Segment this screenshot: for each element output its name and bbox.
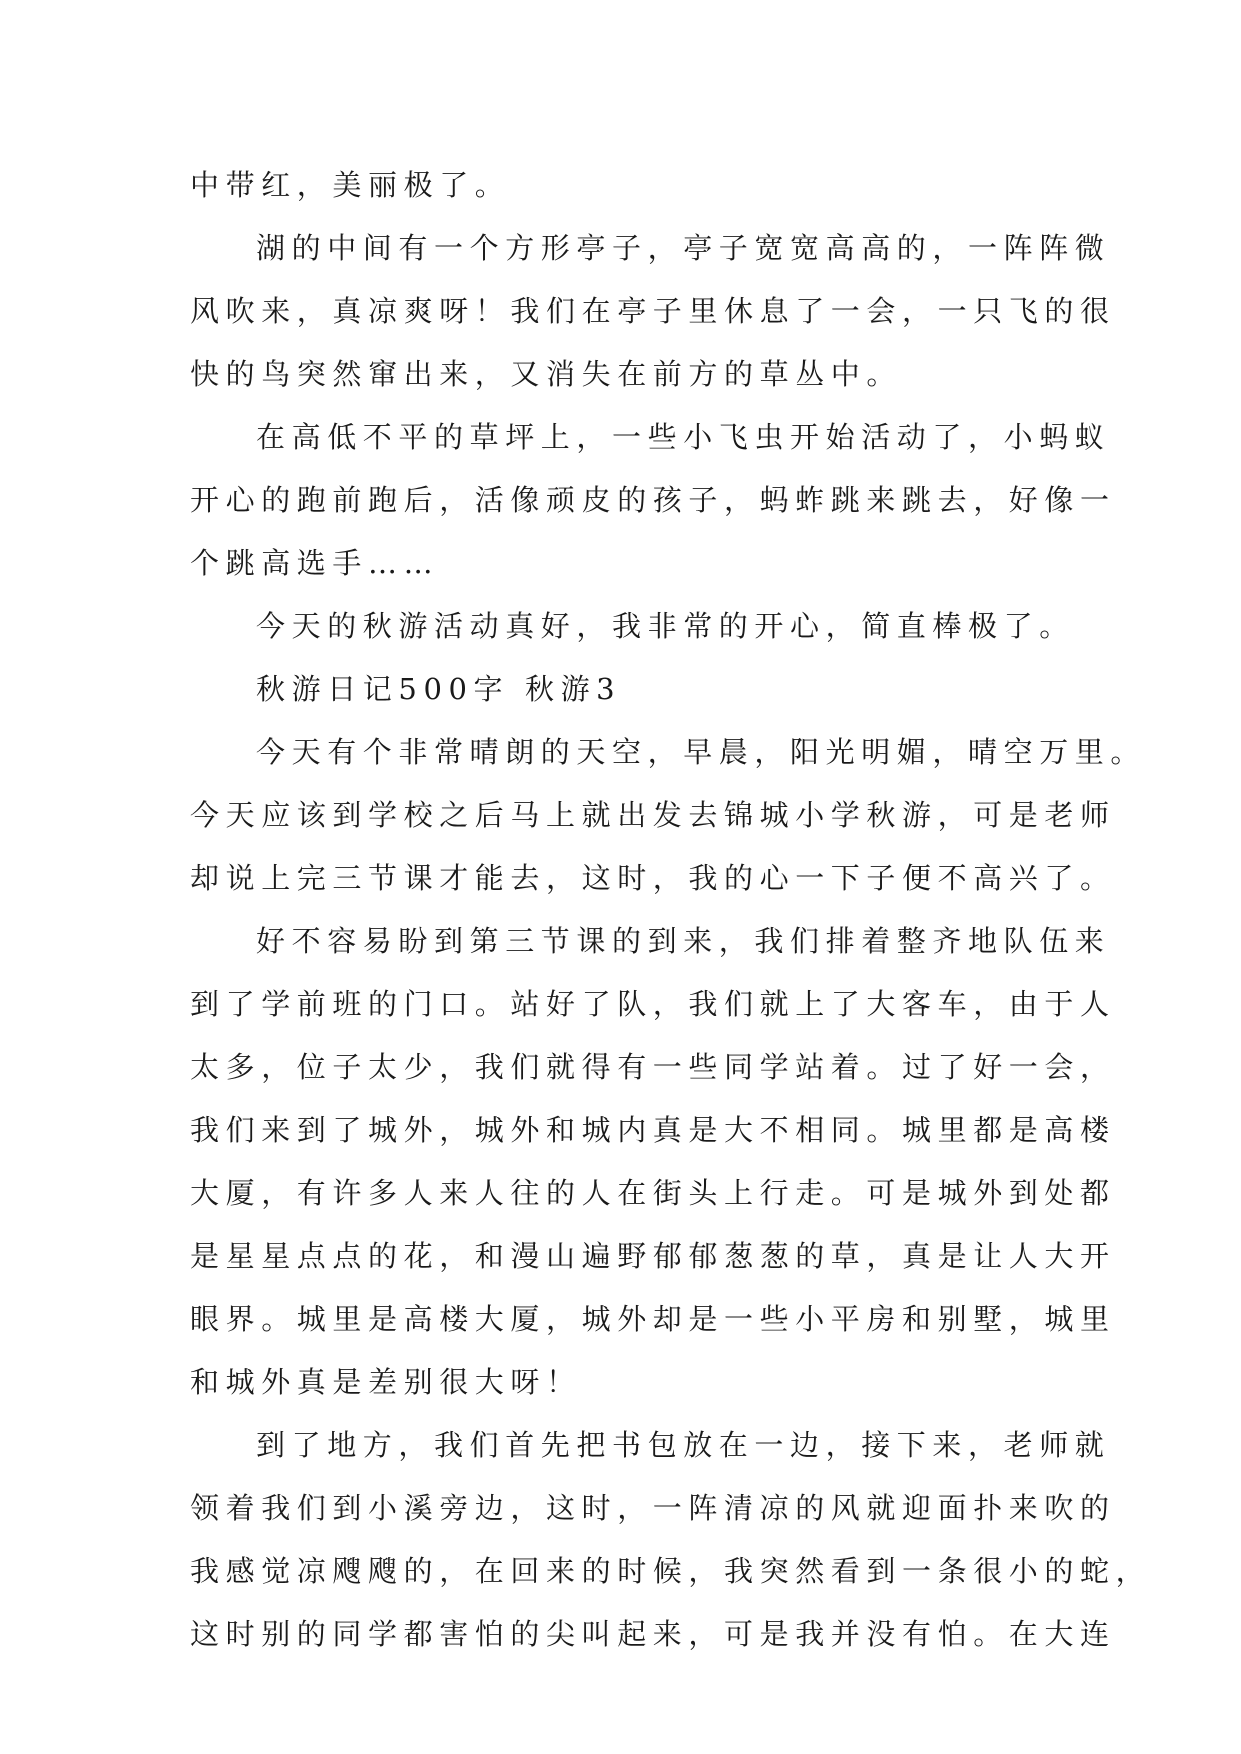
text-line: 却说上完三节课才能去，这时，我的心一下子便不高兴了。 bbox=[190, 861, 1116, 895]
document-body bbox=[190, 154, 1152, 1666]
text-line: 是星星点点的花，和漫山遍野郁郁葱葱的草，真是让人大开 bbox=[190, 1239, 1116, 1273]
text-line: 和城外真是差别很大呀！ bbox=[190, 1365, 582, 1399]
text-line: 眼界。城里是高楼大厦，城外却是一些小平房和别墅，城里 bbox=[190, 1302, 1116, 1336]
text-line: 到了地方，我们首先把书包放在一边，接下来，老师就 bbox=[256, 1428, 1111, 1462]
text-line: 个跳高选手…… bbox=[190, 546, 440, 580]
section-heading: 秋游日记500字 秋游3 bbox=[256, 672, 622, 706]
text-line: 好不容易盼到第三节课的到来，我们排着整齐地队伍来 bbox=[256, 924, 1111, 958]
text-line: 风吹来，真凉爽呀！我们在亭子里休息了一会，一只飞的很 bbox=[190, 294, 1116, 328]
text-line: 领着我们到小溪旁边，这时，一阵清凉的风就迎面扑来吹的 bbox=[190, 1491, 1116, 1525]
text-line: 我感觉凉飕飕的，在回来的时候，我突然看到一条很小的蛇， bbox=[190, 1554, 1152, 1588]
text-line: 湖的中间有一个方形亭子，亭子宽宽高高的，一阵阵微 bbox=[256, 231, 1111, 265]
text-line: 中带红，美丽极了。 bbox=[190, 168, 511, 202]
text-line: 这时别的同学都害怕的尖叫起来，可是我并没有怕。在大连 bbox=[190, 1617, 1116, 1651]
text-line: 今天应该到学校之后马上就出发去锦城小学秋游，可是老师 bbox=[190, 798, 1116, 832]
text-line: 今天的秋游活动真好，我非常的开心，简直棒极了。 bbox=[256, 609, 1075, 643]
text-line: 快的鸟突然窜出来，又消失在前方的草丛中。 bbox=[190, 357, 903, 391]
text-line: 到了学前班的门口。站好了队，我们就上了大客车，由于人 bbox=[190, 987, 1116, 1021]
text-line: 开心的跑前跑后，活像顽皮的孩子，蚂蚱跳来跳去，好像一 bbox=[190, 483, 1116, 517]
text-line: 大厦，有许多人来人往的人在街头上行走。可是城外到处都 bbox=[190, 1176, 1116, 1210]
text-line: 我们来到了城外，城外和城内真是大不相同。城里都是高楼 bbox=[190, 1113, 1116, 1147]
text-line: 太多，位子太少，我们就得有一些同学站着。过了好一会， bbox=[190, 1050, 1116, 1084]
text-line: 在高低不平的草坪上，一些小飞虫开始活动了，小蚂蚁 bbox=[256, 420, 1111, 454]
text-line: 今天有个非常晴朗的天空，早晨，阳光明媚，晴空万里。 bbox=[256, 735, 1147, 769]
